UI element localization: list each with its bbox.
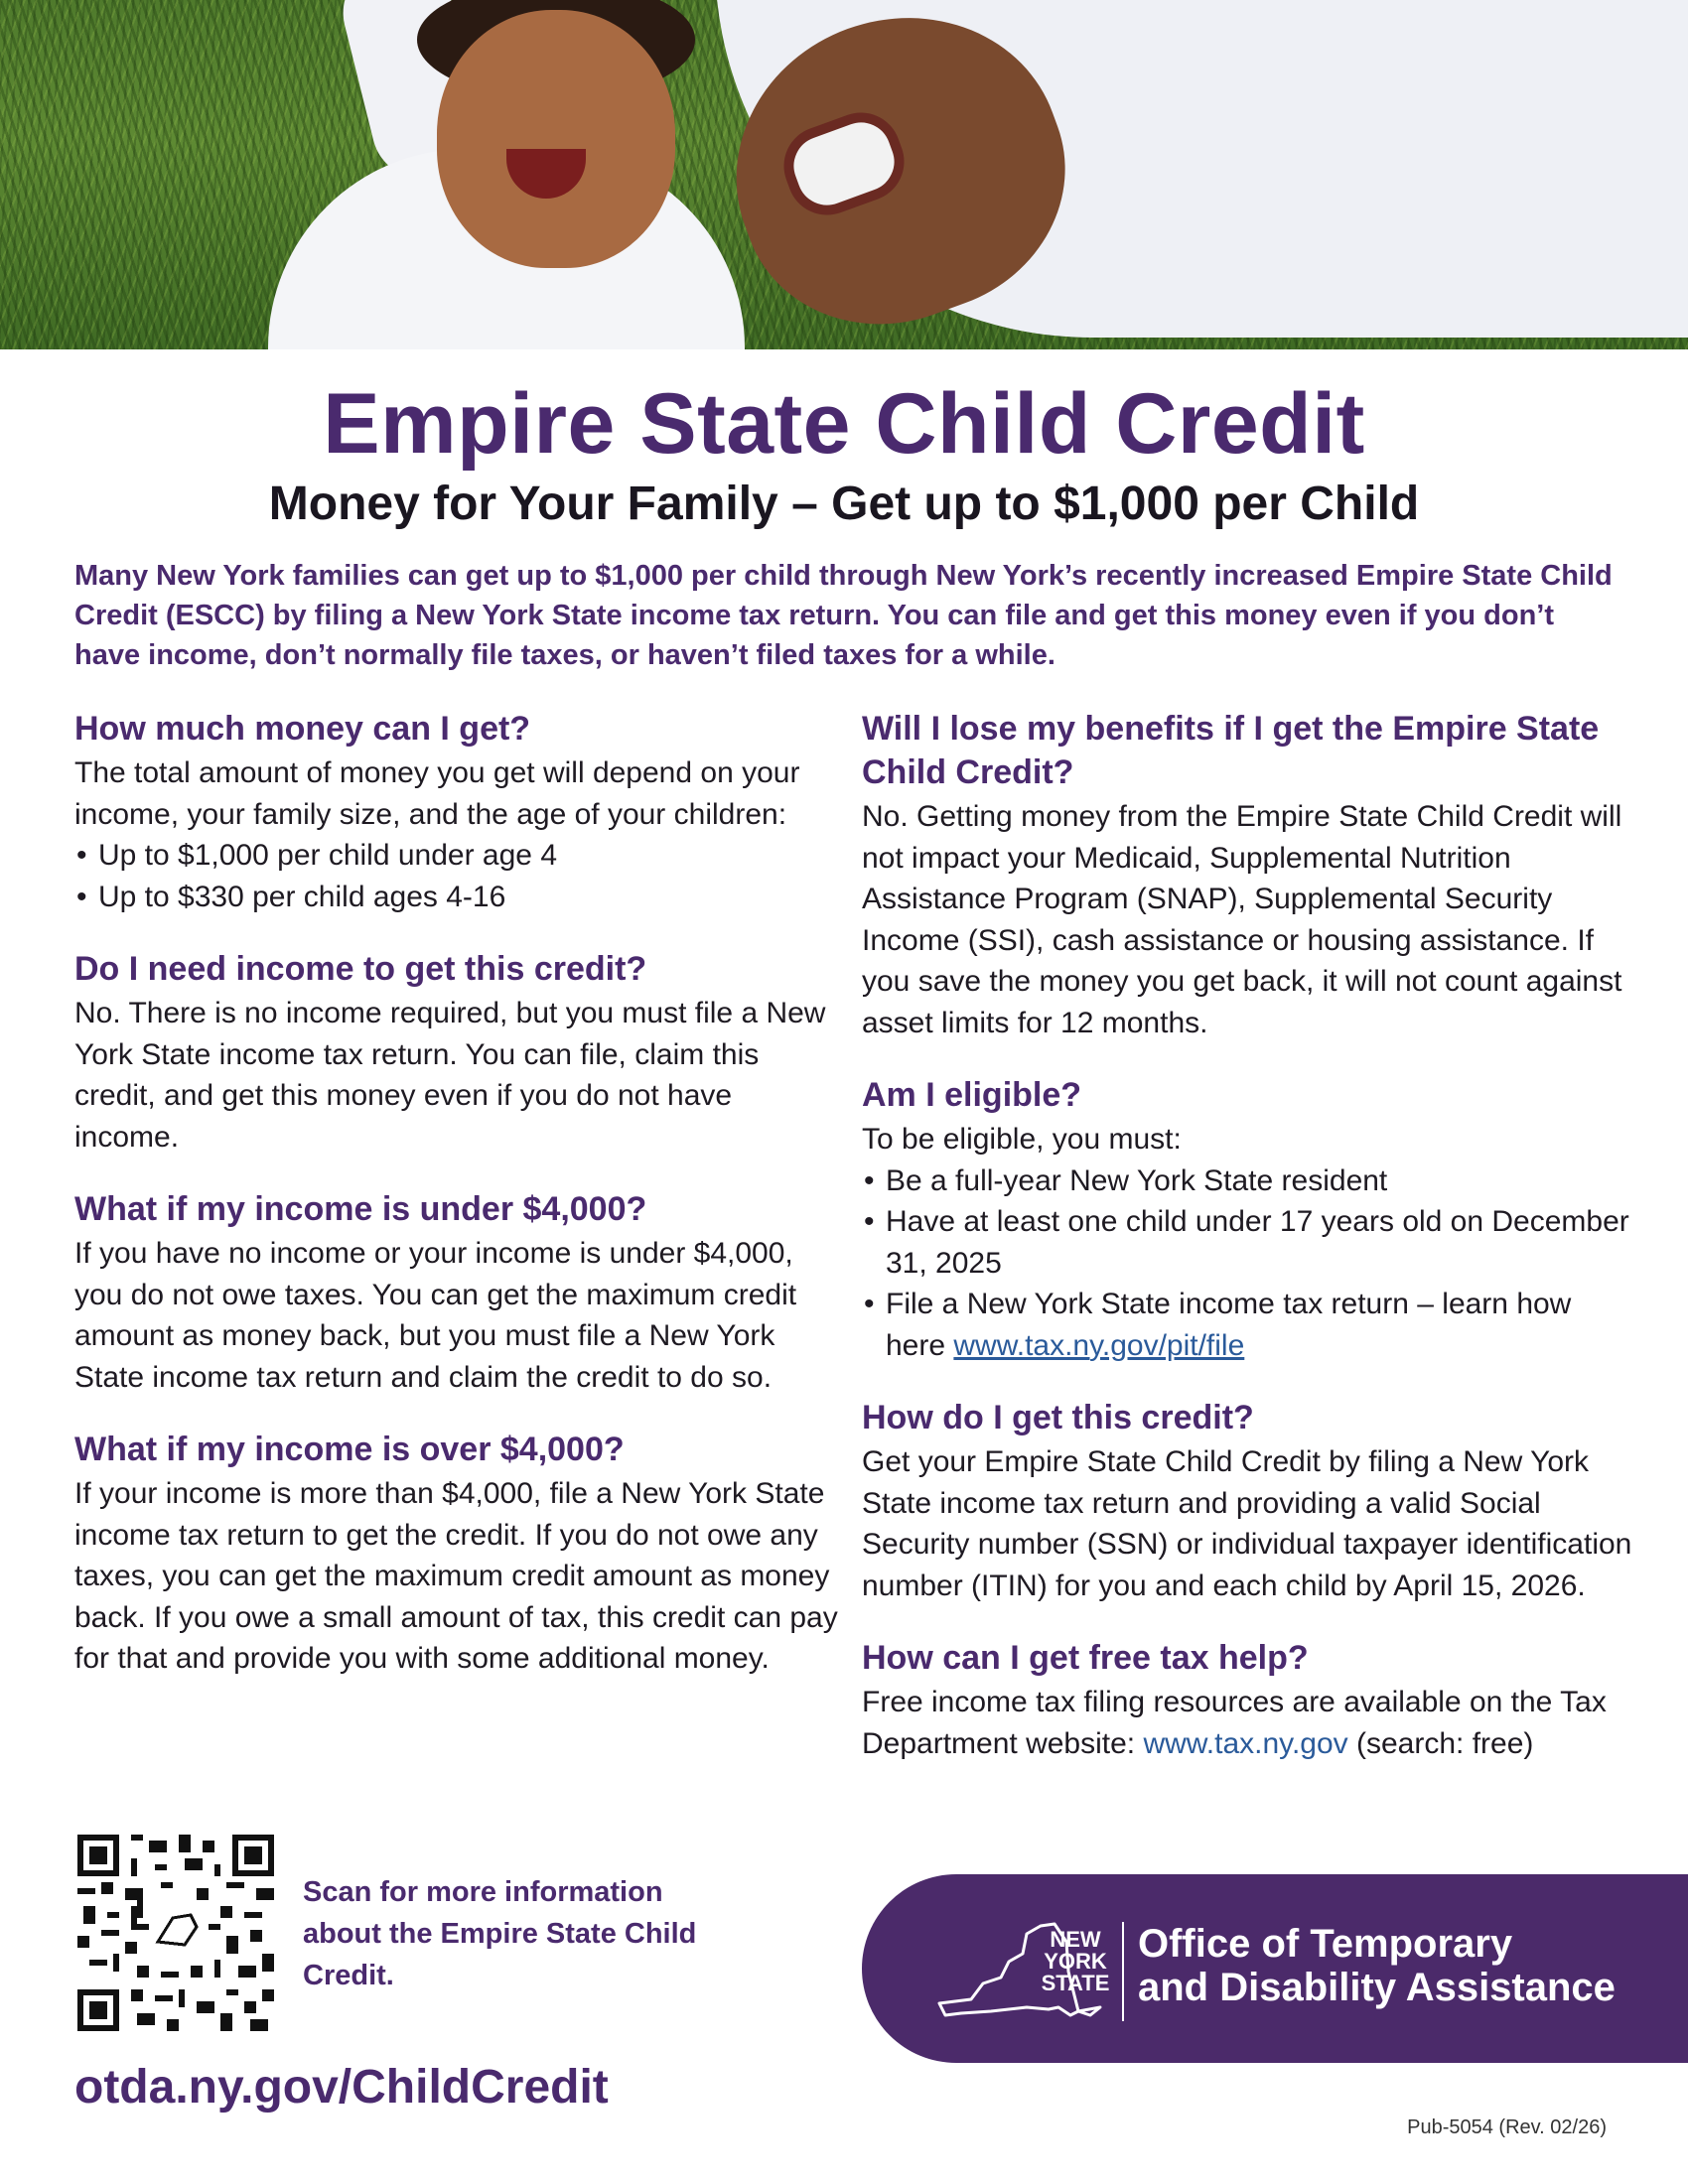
qr-caption: Scan for more information about the Empire State Child Credit. (303, 1876, 697, 1991)
need-income-body: No. There is no income required, but you must file a New York State income tax return. You can file, claim this credit, and get this money even if you do not have income. (74, 997, 826, 1154)
tax-website-link[interactable]: www.tax.ny.gov (1143, 1726, 1348, 1760)
otda-logo-banner (862, 1874, 1688, 2063)
page-subtitle: Money for Your Family – Get up to $1,000 per Child (268, 478, 1420, 530)
child-face (437, 10, 675, 268)
nys-wordmark (1031, 1929, 1120, 1994)
list-item: • Have at least one child under 17 years old on December 31, 2025 (862, 1201, 1636, 1284)
page-title: Empire State Child Credit (323, 376, 1365, 472)
list-item (862, 1284, 1636, 1366)
free-help-heading: How can I get free tax help? (862, 1639, 1309, 1677)
office-name-line2: and Disability Assistance (1138, 1966, 1616, 2009)
nys-word-york: YORK (1044, 1949, 1107, 1974)
qr-code[interactable] (77, 1835, 274, 2031)
section-income-over (74, 1428, 839, 1680)
eligibility-list (862, 1160, 1636, 1367)
pit-file-link[interactable]: www.tax.ny.gov/pit/file (953, 1328, 1245, 1362)
section-eligible (862, 1073, 1636, 1366)
amount-list (74, 835, 839, 917)
how-get-body: Get your Empire State Child Credit by filing a New York State income tax return and providing a valid Social Security number (SSN) or individual taxpayer identification number (ITIN) for you and each child by April 15, 2026. (862, 1445, 1632, 1602)
intro-paragraph: Many New York families can get up to $1,000 per child through New York’s recently increased Empire State Child Credit (ESCC) by filing a New York State income tax return. You can file and get this money even if you don’t have income, don’t normally file taxes, or haven’t filed taxes for a while. (74, 560, 1613, 671)
list-item: • Be a full-year New York State resident (862, 1160, 1636, 1202)
list-item: • Up to $1,000 per child under age 4 (74, 835, 839, 877)
child-credit-url[interactable]: otda.ny.gov/ChildCredit (74, 2061, 609, 2114)
how-much-body: The total amount of money you get will depend on your income, your family size, and the age of your children: (74, 756, 800, 831)
left-column (74, 707, 839, 1709)
section-income-under (74, 1187, 839, 1398)
income-under-body: If you have no income or your income is under $4,000, you do not owe taxes. You can get the maximum credit amount as money back, but you must file a New York State income tax return and claim the credit to do so. (74, 1237, 797, 1394)
free-help-suffix: (search: free) (1347, 1726, 1534, 1760)
income-under-heading: What if my income is under $4,000? (74, 1190, 647, 1228)
how-get-heading: How do I get this credit? (862, 1399, 1254, 1436)
hero-photo (0, 0, 1688, 349)
income-over-heading: What if my income is over $4,000? (74, 1431, 625, 1468)
section-need-income (74, 947, 839, 1158)
office-name-line1: Office of Temporary (1138, 1922, 1513, 1966)
section-benefits (862, 707, 1636, 1043)
section-how-get (862, 1396, 1636, 1606)
eligible-body: To be eligible, you must: (862, 1123, 1182, 1156)
publication-number: Pub-5054 (Rev. 02/26) (1407, 2116, 1607, 2138)
right-column (862, 707, 1636, 1794)
nys-word-new: NEW (1050, 1927, 1101, 1952)
benefits-body: No. Getting money from the Empire State Child Credit will not impact your Medicaid, Supplemental Nutrition Assistance Program (SNAP), Supplemental Security Income (SSI), cash assistance or housing assistance. If you save the money you get back, it will not count against asset limits for 12 months. (862, 800, 1622, 1039)
office-name (1138, 1922, 1674, 2009)
nys-word-state: STATE (1041, 1971, 1110, 1995)
section-how-much (74, 707, 839, 917)
how-much-heading: How much money can I get? (74, 710, 531, 748)
file-return-text: File a New York State income tax return – learn how here (886, 1288, 1572, 1362)
need-income-heading: Do I need income to get this credit? (74, 950, 647, 988)
section-free-help (862, 1636, 1636, 1764)
free-help-text: Free income tax filing resources are available on the Tax Department website: (862, 1686, 1607, 1760)
logo-divider (1122, 1922, 1124, 2021)
benefits-heading: Will I lose my benefits if I get the Empire State Child Credit? (862, 710, 1600, 791)
free-help-body (862, 1682, 1636, 1764)
eligible-heading: Am I eligible? (862, 1076, 1082, 1114)
income-over-body: If your income is more than $4,000, file a New York State income tax return to get the credit. If you do not owe any taxes, you can get the maximum credit amount as money back. If you owe a small amount of tax, this credit can pay for that and provide you with some additional money. (74, 1477, 838, 1675)
list-item: • Up to $330 per child ages 4-16 (74, 877, 839, 918)
